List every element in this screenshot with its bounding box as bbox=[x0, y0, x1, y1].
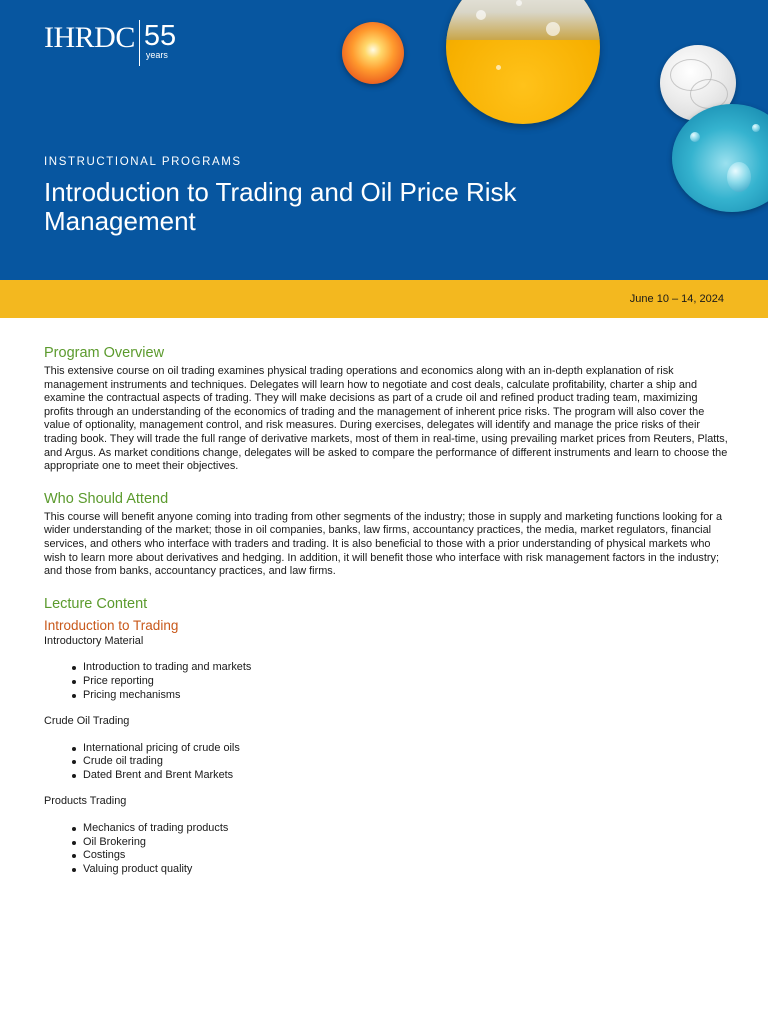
list-item bbox=[83, 863, 728, 877]
group-title: Products Trading bbox=[44, 795, 127, 808]
logo-divider bbox=[139, 20, 140, 66]
topic-list bbox=[44, 661, 728, 702]
water-droplet bbox=[690, 132, 700, 142]
list-item bbox=[83, 769, 728, 783]
logo-years: years bbox=[145, 50, 168, 60]
list-item-text: Costings bbox=[83, 849, 126, 862]
logo-name: IHRDC bbox=[44, 21, 135, 54]
section-heading-overview: Program Overview bbox=[44, 345, 165, 361]
bullet-icon bbox=[72, 760, 76, 764]
page-title: Introduction to Trading and Oil Price Risk Management bbox=[44, 177, 517, 236]
water-drop-image bbox=[672, 104, 768, 212]
bullet-icon bbox=[72, 666, 76, 670]
topic-list bbox=[44, 822, 728, 876]
program-kicker: INSTRUCTIONAL PROGRAMS bbox=[44, 156, 242, 168]
list-item-text: Crude oil trading bbox=[83, 755, 163, 768]
section-heading-lecture: Lecture Content bbox=[44, 595, 148, 612]
bullet-icon bbox=[72, 774, 76, 778]
logo-anniversary bbox=[144, 18, 176, 60]
list-item-text: Valuing product quality bbox=[83, 862, 193, 875]
sun-image bbox=[342, 22, 404, 84]
list-item-text: Pricing mechanisms bbox=[83, 688, 181, 701]
date-band bbox=[0, 280, 768, 318]
bullet-icon bbox=[72, 680, 76, 684]
attend-text: This course will benefit anyone coming into trading from other segments of the industry; those in supply and marketing functions looking for a wider understanding of the market; those in oil companies, banks, law firms, accountancy practices, the media, market regulators, financial services, and others who interface with traders and trading. It is also beneficial to those with a prior understanding of physical markets who wish to learn more about derivatives and hedging. In addition, it will benefit those who interface with risk management factors in the industry; and those from banks, accountancy practices, and law firms. bbox=[44, 510, 723, 578]
group-title: Introductory Material bbox=[44, 634, 144, 647]
list-item bbox=[83, 689, 728, 703]
list-item bbox=[83, 675, 728, 689]
program-date: June 10 – 14, 2024 bbox=[629, 293, 724, 305]
list-item-text: Dated Brent and Brent Markets bbox=[83, 768, 234, 781]
logo-number: 55 bbox=[143, 20, 177, 52]
lecture-subheading: Introduction to Trading bbox=[44, 617, 179, 633]
oil-bubble bbox=[516, 0, 522, 6]
list-item bbox=[83, 755, 728, 769]
list-item-text: Price reporting bbox=[83, 674, 154, 687]
list-item-text: Mechanics of trading products bbox=[83, 822, 229, 835]
list-item bbox=[83, 849, 728, 863]
bullet-icon bbox=[72, 841, 76, 845]
list-item-text: Oil Brokering bbox=[83, 835, 146, 848]
bullet-icon bbox=[72, 827, 76, 831]
list-item bbox=[83, 661, 728, 675]
oil-bubble bbox=[546, 22, 560, 36]
oil-bubble bbox=[496, 65, 501, 70]
bullet-icon bbox=[72, 854, 76, 858]
overview-text: This extensive course on oil trading examines physical trading operations and economics along with an in-depth explanation of risk management instruments and techniques. Delegates will learn how to negotiate and cost deals, calculate profitability, charter a ship and examine the contractual aspects of trading. They will make decisions as part of a crude oil and refined product trading team, maximizing profits through an understanding of the economics of trading and the management of inherent price risks. The program will also cover the value of optionality, management control, and risk measures. During exercises, delegates will identify and manage the price risks of their trading book. They will trade the full range of derivative markets, most of them in real-time, using prevailing market prices from Reuters, Platts, and Argus. As market conditions change, delegates will be asked to compare the performance of different instruments and learn to choose the appropriate one to meet their objectives. bbox=[44, 365, 728, 473]
bullet-icon bbox=[72, 747, 76, 751]
section-heading-attend: Who Should Attend bbox=[44, 490, 169, 507]
water-droplet bbox=[752, 124, 760, 132]
topic-list bbox=[44, 742, 728, 783]
ihrdc-logo bbox=[44, 18, 176, 66]
list-item-text: International pricing of crude oils bbox=[83, 741, 240, 754]
header-banner bbox=[0, 0, 768, 280]
list-item bbox=[83, 822, 728, 836]
oil-bubble bbox=[476, 10, 486, 20]
main-content bbox=[44, 344, 728, 889]
list-item bbox=[83, 836, 728, 850]
group-title: Crude Oil Trading bbox=[44, 715, 130, 728]
list-item bbox=[83, 742, 728, 756]
bullet-icon bbox=[72, 868, 76, 872]
bullet-icon bbox=[72, 694, 76, 698]
water-droplet bbox=[727, 162, 751, 192]
oil-splash bbox=[446, 0, 600, 40]
oil-image bbox=[446, 0, 600, 124]
list-item-text: Introduction to trading and markets bbox=[83, 661, 252, 674]
